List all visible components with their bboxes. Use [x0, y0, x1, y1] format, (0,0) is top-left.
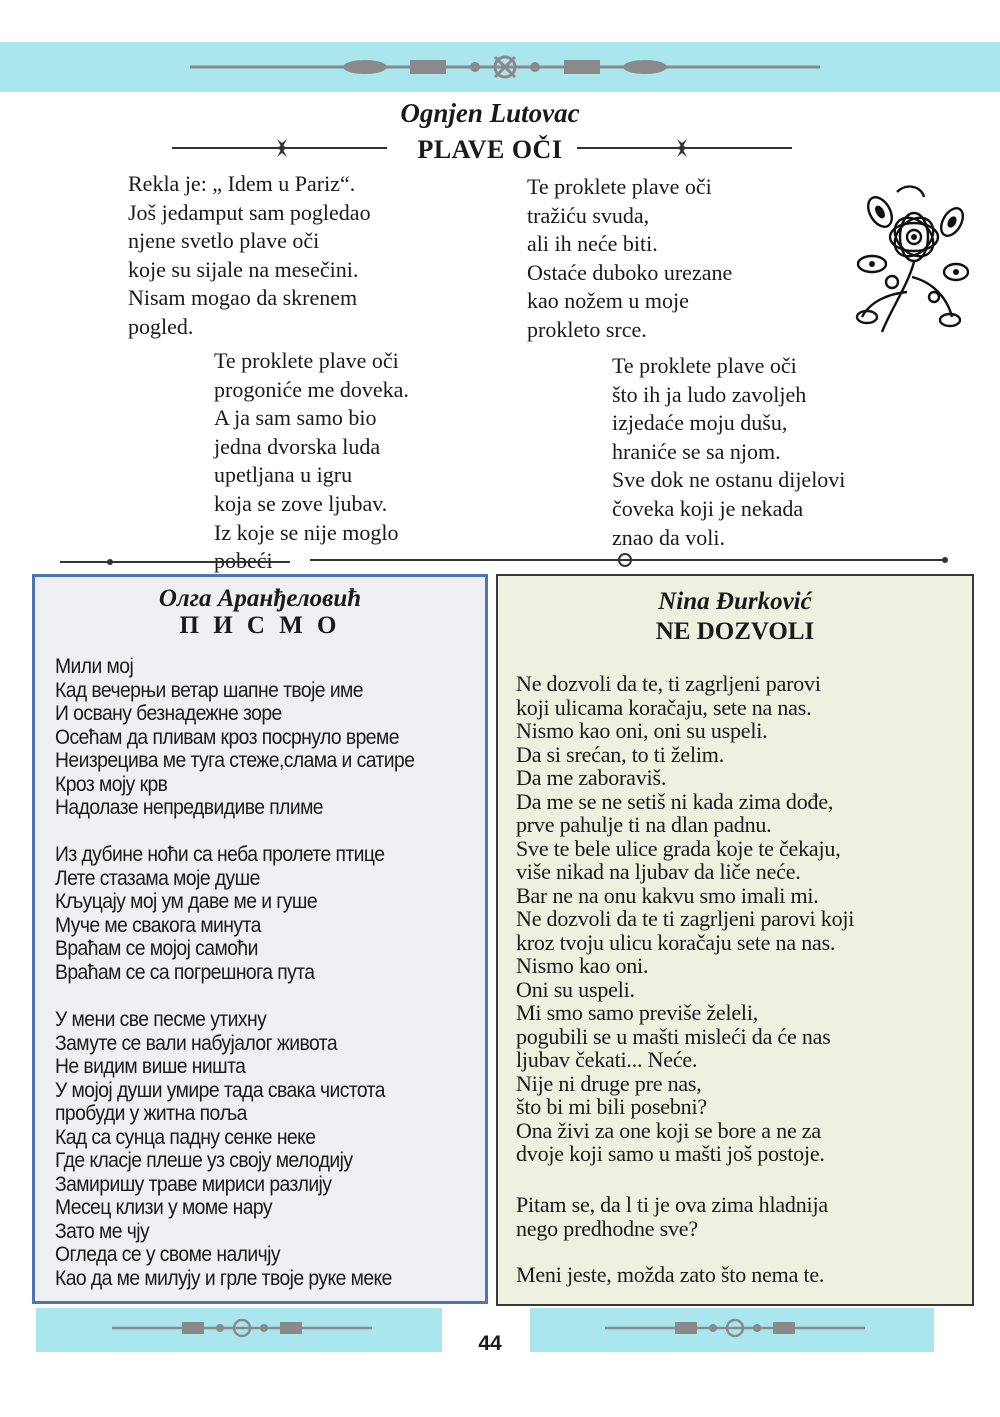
- poem3-title: NE DOZVOLI: [655, 618, 815, 645]
- poem3-stanza-2: Pitam se, da l ti je ova zima hladnija nego predhodne sve?: [516, 1192, 828, 1241]
- poem2-stanza-1: Мили мој Кад вечерњи ветар шапне твоје име И освану безнадежне зоре Осећам да пливам кроз посрнуло време Неизрецива ме туга стеже,слама и сатире Кроз моју крв Надолазе непредвидиве плиме: [55, 655, 415, 819]
- section-divider: [60, 552, 950, 572]
- footer-ornament-left: [112, 1316, 372, 1340]
- poem1-stanza-4: Te proklete plave oči što ih ja ludo zavoljeh izjedaće moju dušu, hraniće se sa njom. Sve dok ne ostanu dijelovi čoveka koji je nekada znao da voli.: [612, 353, 846, 550]
- flower-illustration: [852, 182, 972, 337]
- footer-ornament-right: [605, 1316, 865, 1340]
- poem1-stanza-2: Te proklete plave oči tražiću svuda, ali ih neće biti. Ostaće duboko urezane kao nožem u moje prokleto srce.: [527, 174, 733, 342]
- poem3-stanza-3: Meni jeste, možda zato što nema te.: [516, 1262, 825, 1287]
- poem1-stanza-3: Te proklete plave oči progoniće me doveka. A ja sam samo bio jedna dvorska luda upetljana u igru koja se zove ljubav. Iz koje se nije moglo pobeći: [214, 348, 409, 574]
- page-number: 44: [478, 1332, 502, 1355]
- poem2-author: Олга Аранђеловић: [158, 585, 362, 612]
- poem2-title: П И С М О: [179, 612, 341, 639]
- poem3-stanza-1: Ne dozvoli da te, ti zagrljeni parovi koji ulicama koračaju, sete na nas. Nismo kao oni, oni su uspeli. Da si srećan, to ti želim. Da me zaboraviš. Da me se ne setiš ni kada zima dođe, prve pahulje ti na dlan padnu. Sve te bele ulice grada koje te čekaju, više nikad na ljubav da liče neće. Bar ne na onu kakvu smo imali mi. Ne dozvoli da te ti zagrljeni parovi koji kroz tvoju ulicu koračaju sete na nas. Nismo kao oni. Oni su uspeli. Mi smo samo previše želeli, pogubili se u mašti misleći da će nas ljubav čekati... Neće. Nije ni druge pre nas, što bi mi bili posebni? Ona živi za one koji se bore a ne za dvoje koji samo u mašti još postoje.: [516, 671, 855, 1166]
- poem2-stanza-3: У мени све песме утихну Замуте се вали набујалог живота Не видим више ништа У мојој души умире тада свака чистота пробуди у житна поља Кад са сунца падну сенке неке Где класје плеше уз своју мелодију Замиришу траве мириси разлију Месец клизи у моме нару Зато ме чју Огледа се у своме наличју Као да ме милују и грле твоје руке меке: [55, 1008, 392, 1290]
- poem1-title: PLAVE OČI: [417, 135, 563, 164]
- poem1-author: Ognjen Lutovac: [400, 98, 580, 128]
- poem1-stanza-1: Rekla je: „ Idem u Pariz“. Još jedamput sam pogledao njene svetlo plave oči koje su sijale na mesečini. Nisam mogao da skrenem pogled.: [128, 171, 371, 339]
- poem3-box: [496, 574, 974, 1306]
- poem2-box: [32, 574, 488, 1304]
- poem2-stanza-2: Из дубине ноћи са неба пролете птице Лете стазама моје душе Кљуцају мој ум даве ме и гуше Муче ме свакога минута Враћам се мојој самоћи Враћам се са погрешнога пута: [55, 843, 385, 984]
- poem3-author: Nina Đurković: [658, 588, 812, 615]
- header-ornament: [190, 52, 820, 82]
